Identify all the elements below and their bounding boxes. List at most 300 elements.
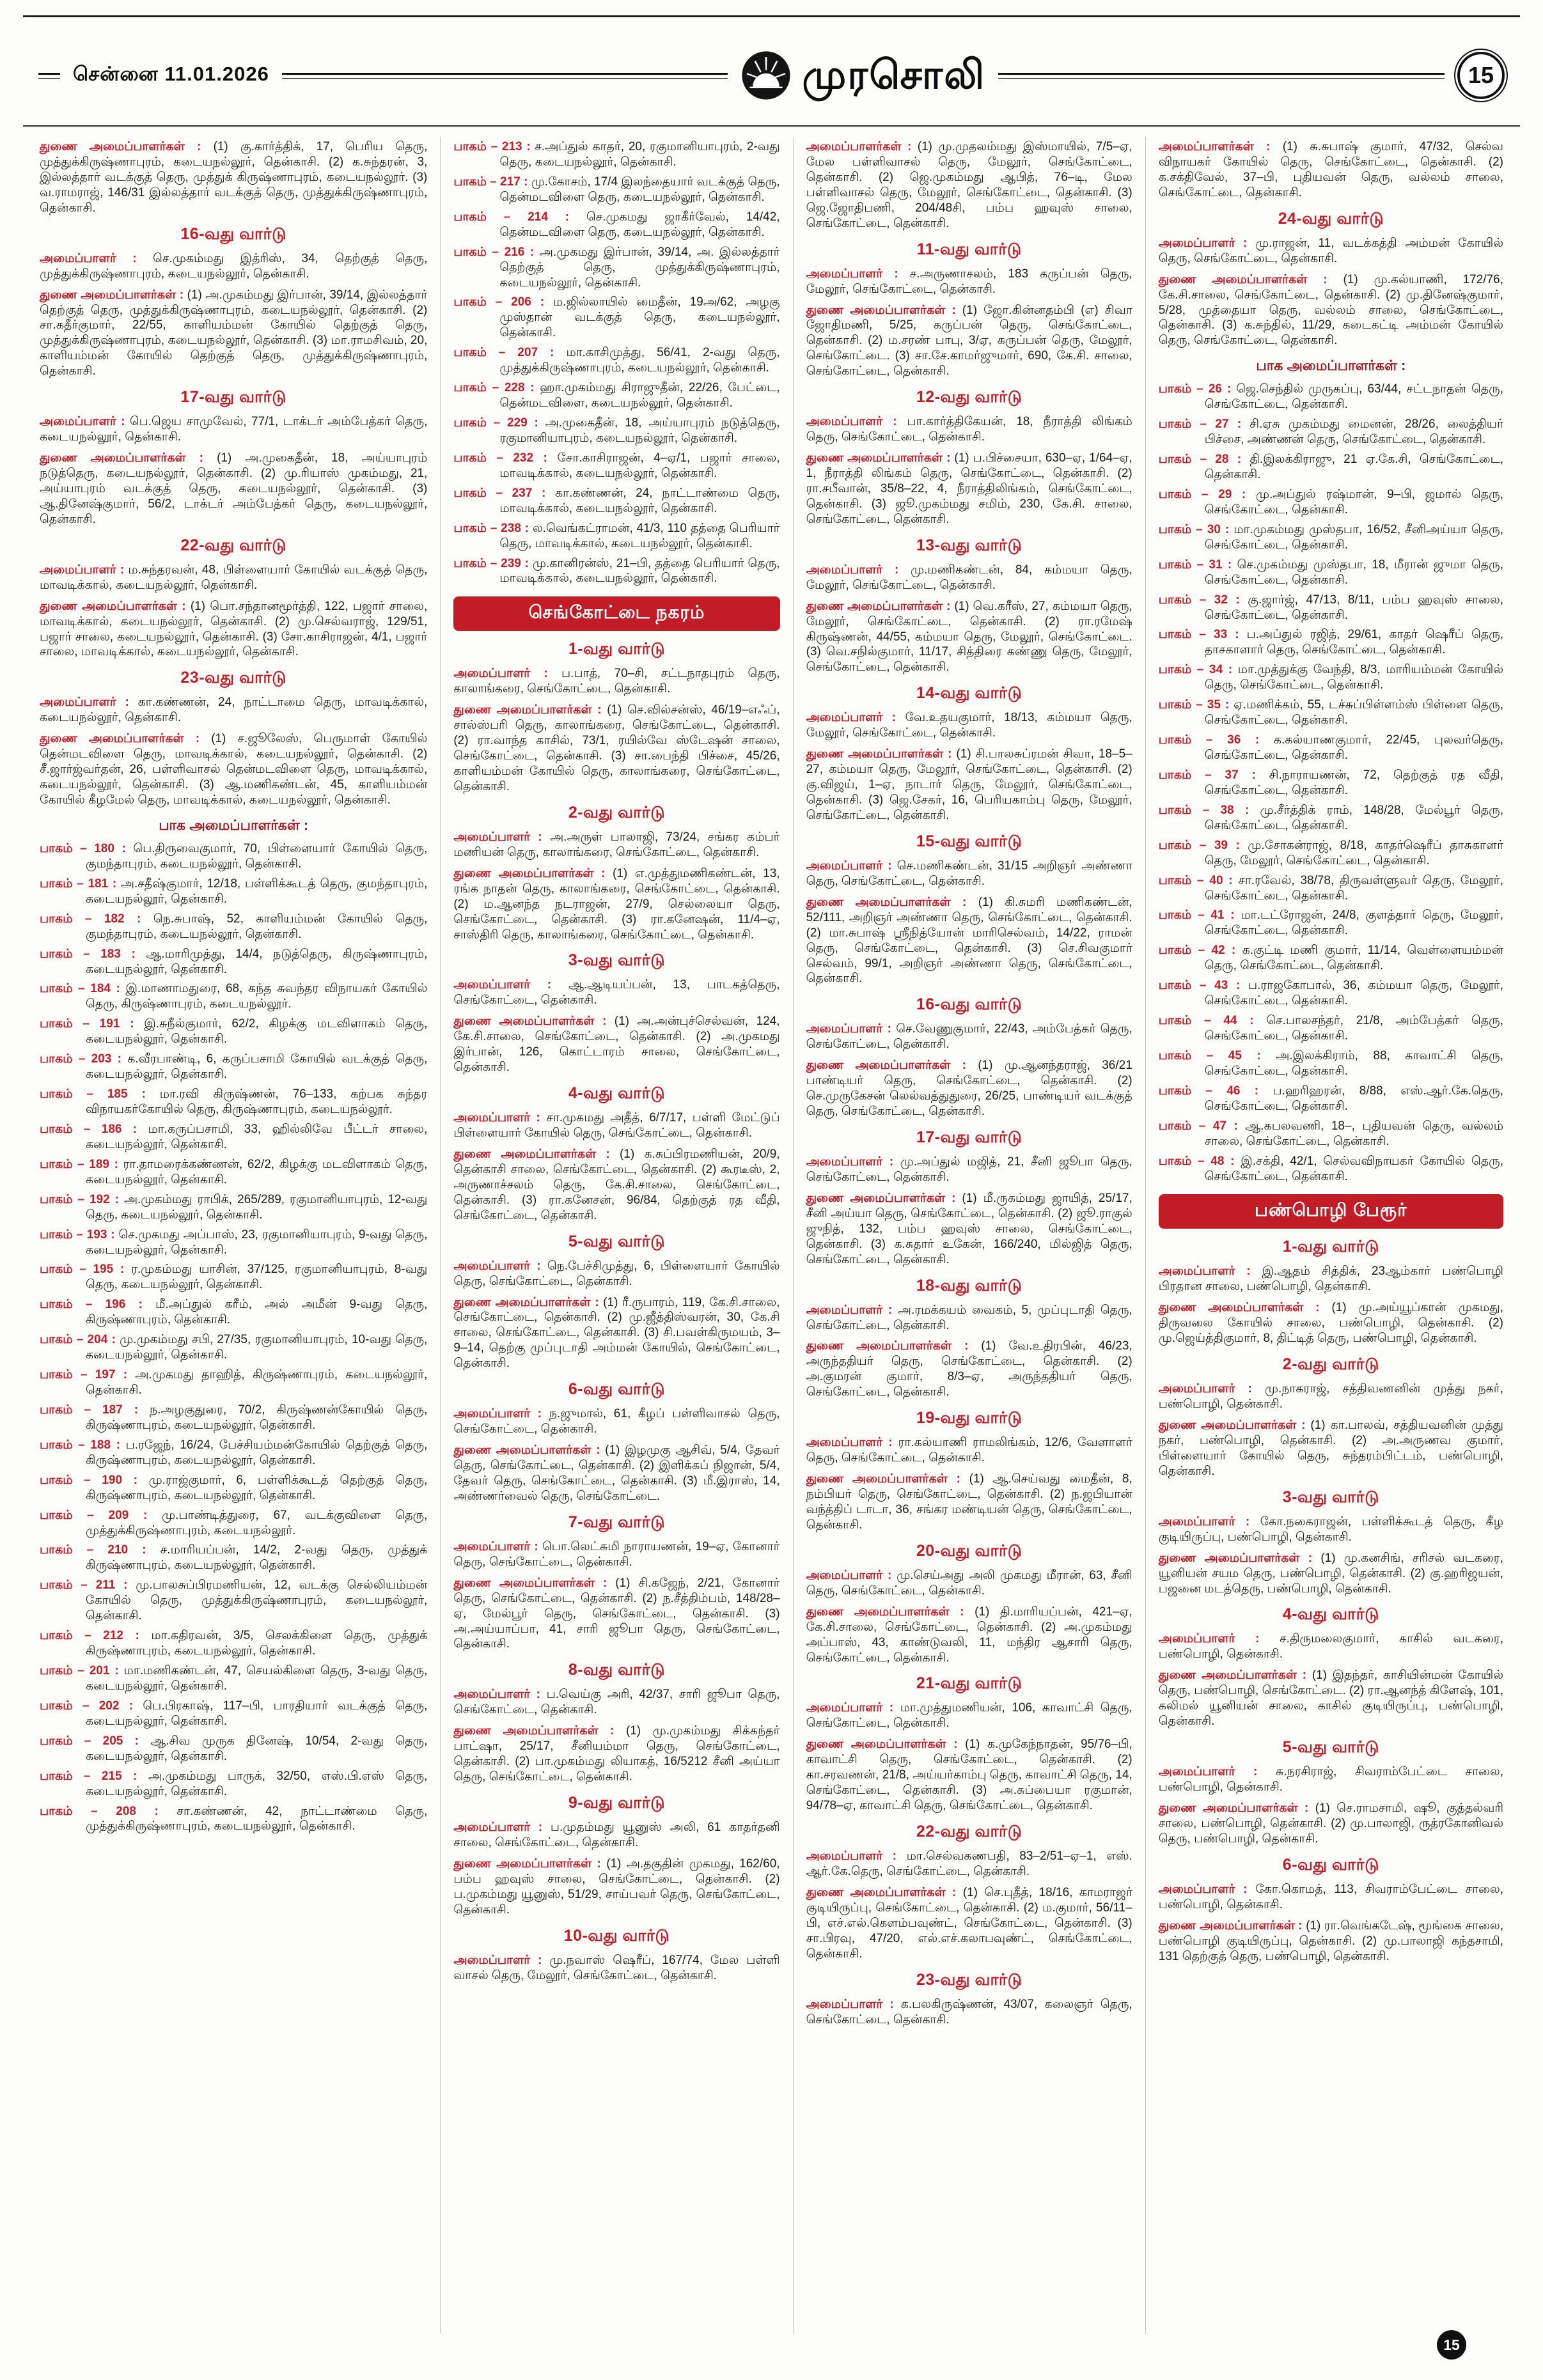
column-2: [440, 137, 792, 2334]
part-entry: பாகம் – 189 : ரா.தாமரைக்கண்ணன், 62/2, கிழக்கு மடவிளாகம் தெரு, கடையநல்லூர், தென்காசி.: [40, 1157, 428, 1186]
part-entry: பாகம் – 32 : கு.ஜார்ஜ், 47/13, 8/11, பம்ப ஹவுஸ் சாலை, செங்கோட்டை, தென்காசி.: [1158, 593, 1504, 622]
member-paragraph: அமைப்பாளர் : மா.முத்துமணியன், 106, காவாட்சி தெரு, செங்கோட்டை, தென்காசி.: [806, 1701, 1132, 1731]
member-paragraph: அமைப்பாளர் : ச.திருமலைகுமார், காசில் வடகரை, பண்பொழி, தென்காசி.: [1158, 1632, 1503, 1661]
role-label: துணை அமைப்பாளர்கள் :: [806, 599, 955, 613]
member-paragraph: துணை அமைப்பாளர்கள் : (1) வே.உதிரபின், 46/23, அருந்ததியர் தெரு, செங்கோட்டை, தென்காசி. (2) அ.குமரன் குமார், 8/3–ஏ, அருந்ததியர் தெரு, செங்கோட்டை, தென்காசி.: [806, 1339, 1132, 1399]
member-paragraph: அமைப்பாளர்கள் : (1) மு.முதலம்மது இஸ்மாயில், 7/5–ஏ, மேல பள்ளிவாசல் தெரு, மேலூர், செங்கோட்டை, தென்காசி. (2) ஜெ.முகம்மது ஆபித், 76–டி, மேல பள்ளிவாசல் தெரு, மேலூர், செங்கோட்டை, தென்காசி. (3) ஜெ.ஜோதிபணி, 204/48சி, பம்ப ஹவுஸ் சாலை, செங்கோட்டை, தென்காசி.: [806, 140, 1132, 230]
masthead-place-date: சென்னை 11.01.2026: [73, 63, 269, 85]
part-number-label: பாகம் – 37 :: [1158, 768, 1269, 782]
ward-heading: 6-வது வார்டு: [1282, 1855, 1379, 1874]
part-entry: பாகம் – 239 : மு.கானிரன்ஸ், 21–பி, தத்தை பெரியார் தெரு, மாவடிக்கால், கடையநல்லூர், தென்காசி.: [453, 556, 780, 586]
role-label: துணை அமைப்பாளர்கள் :: [806, 1738, 966, 1752]
member-paragraph: துணை அமைப்பாளர்கள் : (1) ஜோ.கின்னதம்பி (எ) சிவா ஜோதிமணி, 5/25, கருப்பன் தெரு, செங்கோட்டை, தென்காசி. (2) ம.சரண் பாபு, 3/ஏ, கருப்பன் தெரு, மேலூர், செங்கோட்டை. (3) சா.சே.காமர்ஜுமார், 690, கே.சி. சாலை, செங்கோட்டை, தென்காசி.: [806, 303, 1132, 378]
role-label: அமைப்பாளர் :: [1158, 1264, 1262, 1279]
role-label: அமைப்பாளர் :: [453, 1111, 547, 1125]
member-paragraph: துணை அமைப்பாளர்கள் : (1) ப.பிச்சையா, 630–ஏ, 1/64–ஏ, 1, நீராத்தி லிங்கம் தெரு, செங்கோட்டை, தென்காசி. (2) ரா.சபீவான், 35/8–22, 4, நீராத்திலிங்கம், செங்கோட்டை, தென்காசி. (3) ஜூ.முகம்மது சமிம், 230, கே.சி. சாலை, செங்கோட்டை, தென்காசி.: [806, 451, 1132, 526]
role-label: அமைப்பாளர் :: [40, 415, 130, 429]
masthead-rule-left: [38, 73, 60, 79]
part-entry: பாகம் – 40 : சா.ரவேல், 38/78, திருவள்ளுவர் தெரு, மேலூர், செங்கோட்டை, தென்காசி.: [1158, 873, 1503, 903]
member-paragraph: அமைப்பாளர் : மு.நவாஸ் ஷெரீப், 167/74, மேல பள்ளி வாசல் தெரு, மேலூர், செங்கோட்டை, தென்காசி.: [453, 1953, 780, 1982]
ward-heading: 21-வது வார்டு: [916, 1674, 1022, 1693]
part-entry: பாகம் – 33 : ப.அப்துல் ரஜித், 29/61, காதர் ஷெரீப் தெரு, தாசகாளார் தெரு, செங்கோட்டை, தென்காசி.: [1158, 628, 1503, 657]
role-label: அமைப்பாளர் :: [1158, 1382, 1265, 1396]
ward-heading: 8-வது வார்டு: [568, 1661, 666, 1679]
part-number-label: பாகம் – 41 :: [1158, 908, 1241, 922]
member-paragraph: துணை அமைப்பாளர்கள் : (1) பொ.சந்தானமூர்த்தி, 122, பஜார் சாலை, மாவடிக்கால், கடையநல்லூர், தென்காசி. (2) மு.செல்வராஜ், 129/51, பஜார் சாலை, கடையநல்லூர், தென்காசி. (3) சோ.காசிராஜன், 4/1, பஜார் சாலை, மாவடிக்கால், கடையநல்லூர், தென்காசி.: [40, 599, 428, 659]
part-number-label: பாகம் – 33 :: [1158, 628, 1247, 642]
role-label: அமைப்பாளர் :: [806, 1022, 897, 1036]
part-entry: பாகம் – 181 : அ.சதீஷ்குமார், 12/18, பள்ளிக்கூடத் தெரு, குமந்தாபுரம், கடையநல்லூர், தென்காசி.: [40, 876, 428, 906]
member-paragraph: அமைப்பாளர் : ப.முதம்மது யூனுஸ் அலி, 61 காதர்தனி சாலை, செங்கோட்டை, தென்காசி.: [453, 1821, 780, 1849]
ward-heading: 12-வது வார்டு: [916, 388, 1022, 407]
role-label: அமைப்பாளர் :: [453, 1407, 549, 1421]
member-paragraph: அமைப்பாளர் : கா.கண்ணன், 24, நாட்டாமை தெரு, மாவடிக்கால், கடையநல்லூர், தென்காசி.: [40, 696, 428, 725]
part-number-label: பாகம் – 228 :: [453, 381, 540, 395]
ward-heading: 4-வது வார்டு: [1282, 1605, 1379, 1624]
ward-heading: 2-வது வார்டு: [1282, 1355, 1379, 1374]
part-number-label: பாகம் – 30 :: [1158, 522, 1234, 536]
part-number-label: பாகம் – 184 :: [40, 982, 126, 996]
part-entry: பாகம் – 35 : ஏ.மணிக்கம், 55, டச்சுப்பிள்ளம்ஸ் பிள்ளை தெரு, செங்கோட்டை, தென்காசி.: [1158, 698, 1503, 727]
member-paragraph: துணை அமைப்பாளர்கள் : (1) க.முகேந்நாதன், 95/76–பி, காவாட்சி தெரு, செங்கோட்டை, தென்காசி. (2) கா.சரவணன், 21/8, அய்யர்காம்பு தெரு, காவாட்சி தெரு, 14, செங்கோட்டை, தென்காசி. (3) அ.சுப்பையா ரகுமான், 94/78–ஏ, காவாட்சி தெரு, செங்கோட்டை, தென்காசி.: [806, 1738, 1132, 1813]
part-entry: பாகம் – 185 : மா.ரவி கிருஷ்ணன், 76–133, கற்பக சுந்தர விநாயகர்கோயில் தெரு, கிருஷ்ணாபுரம், கடையநல்லூர்.: [40, 1087, 428, 1116]
role-label: துணை அமைப்பாளர்கள் :: [1158, 272, 1343, 286]
ward-heading: 17-வது வார்டு: [916, 1128, 1022, 1146]
member-paragraph: அமைப்பாளர் : மு.நாகராஜ், சத்திவணனின் முத்து நகர், பண்பொழி, தென்காசி.: [1158, 1382, 1504, 1412]
part-number-label: பாகம் – 26 :: [1158, 382, 1237, 396]
role-label: துணை அமைப்பாளர்கள் :: [40, 288, 187, 302]
role-label: அமைப்பாளர் :: [806, 563, 911, 577]
ward-heading: 24-வது வார்டு: [1278, 209, 1384, 228]
role-label: துணை அமைப்பாளர்கள் :: [40, 599, 191, 613]
ward-heading: 23-வது வார்டு: [916, 1970, 1022, 1989]
role-label: துணை அமைப்பாளர்கள் :: [40, 140, 214, 153]
part-entry: பாகம் – 48 : இ.சக்தி, 42/1, செல்வவிநாயகர் கோயில் தெரு, செங்கோட்டை, தென்காசி.: [1158, 1154, 1503, 1183]
ward-heading: 4-வது வார்டு: [568, 1084, 666, 1103]
member-paragraph: துணை அமைப்பாளர்கள் : (1) இழமுகு ஆசிவ், 5/4, தேவர் தெரு, செங்கோட்டை, தென்காசி. (2) இளிக்கப் நிஜான், 5/4, தேவர் தெரு, செங்கோட்டை, தென்காசி. (3) மீ.இராஸ், 14, அண்ணர்வைல் தெரு, செங்கோட்டை.: [453, 1443, 780, 1503]
member-paragraph: அமைப்பாளர் : ஆ.ஆடியப்பன், 13, பாடகத்தெரு, செங்கோட்டை, தென்காசி.: [453, 978, 780, 1007]
role-label: துணை அமைப்பாளர்கள் :: [806, 1605, 975, 1619]
part-entry: பாகம் – 204 : மு.முகம்மது சபி, 27/35, ரகுமானியாபுரம், 10-வது தெரு, கடையநல்லூர், தென்காசி.: [40, 1333, 428, 1362]
role-label: அமைப்பாளர் :: [453, 1953, 550, 1967]
role-label: துணை அமைப்பாளர்கள் :: [1158, 1668, 1312, 1683]
member-paragraph: அமைப்பாளர் : சு.நரசிராஜ், சிவராம்பேட்டை சாலை, பண்பொழி, தென்காசி.: [1158, 1765, 1503, 1794]
part-number-label: பாகம் – 35 :: [1158, 698, 1234, 712]
role-label: துணை அமைப்பாளர்கள் :: [453, 866, 613, 880]
member-paragraph: அமைப்பாளர் : செ.வேணுகுமார், 22/43, அம்பேத்கர் தெரு, செங்கோட்டை, தென்காசி.: [806, 1022, 1132, 1052]
role-label: துணை அமைப்பாளர்கள் :: [1158, 1918, 1306, 1933]
ward-heading: 14-வது வார்டு: [916, 684, 1022, 703]
member-paragraph: துணை அமைப்பாளர்கள் : (1) தி.மாரியப்பன், 421–ஏ, கே.சி.சாலை, செங்கோட்டை, தென்காசி. (2) அ.முகம்மது அப்பாஸ், 43, காண்டுவலி, 11, மந்திர ஆசாரி தெரு, செங்கோட்டை, தென்காசி.: [806, 1605, 1132, 1665]
ward-heading: 16-வது வார்டு: [916, 995, 1022, 1014]
member-paragraph: அமைப்பாளர் : ரா.கல்யாணி ராமலிங்கம், 12/6, வேளாளர் தெரு, செங்கோட்டை, தென்காசி.: [806, 1436, 1132, 1465]
role-label: துணை அமைப்பாளர்கள் :: [1158, 1419, 1311, 1432]
member-paragraph: அமைப்பாளர் : பெ.ஜெய சாமுவேல், 77/1, டாக்டர் அம்பேத்கர் தெரு, கடையநல்லூர், தென்காசி.: [40, 415, 428, 444]
ward-heading: 7-வது வார்டு: [568, 1513, 666, 1531]
role-label: துணை அமைப்பாளர்கள் :: [453, 1724, 626, 1738]
member-paragraph: துணை அமைப்பாளர்கள் : (1) சி.பாலசுப்ரமன் சிவா, 18–5–27, கம்மயா தெரு, மேலூர், செங்கோட்டை, தென்காசி. (2) கு.விஜய், 1–ஏ, நாடார் தெரு, மேலூர், செங்கோட்டை, தென்காசி. (3) ஜெ.சேகர், 16, பெரியகாம்பு தெரு, மேலூர், செங்கோட்டை, தென்காசி.: [806, 747, 1132, 822]
column-1: [38, 137, 440, 2334]
member-paragraph: அமைப்பாளர் : அ.ரமக்கயம் வைகம், 5, முப்புடாதி தெரு, செங்கோட்டை, தென்காசி.: [806, 1303, 1132, 1332]
role-label: துணை அமைப்பாளர்கள் :: [806, 451, 955, 465]
member-paragraph: துணை அமைப்பாளர்கள் : (1) செ.ராமசாமி, ஷூ, குத்தல்வரி சாலை, பண்பொழி, தென்காசி. (2) மு.பாலாஜி, ருத்ரகோனிவல் தெரு, பண்பொழி, தென்காசி.: [1158, 1801, 1503, 1846]
part-entry: பாகம் – 205 : ஆ.சிவ முருக தினேஷ், 10/54, 2-வது தெரு, கடையநல்லூர், தென்காசி.: [40, 1734, 428, 1763]
part-entry: பாகம் – 197 : அ.முகமது தாஹித், கிருஷ்ணாபுரம், கடையநல்லூர், தென்காசி.: [40, 1368, 428, 1397]
part-entry: பாகம் – 214 : செ.முகமது ஜாகீர்வேல், 14/42, தென்மடவிளை தெரு, கடையநல்லூர், தென்காசி.: [453, 210, 780, 239]
part-entry: பாகம் – 213 : ச.அப்துல் காதர், 20, ரகுமானியாபுரம், 2-வது தெரு, கடையநல்லூர், தென்காசி.: [453, 140, 780, 169]
column-4: [1145, 137, 1505, 2334]
part-number-label: பாகம் – 47 :: [1158, 1119, 1246, 1133]
part-entry: பாகம் – 36 : க.கல்யாணகுமார், 22/45, புலவர்தெரு, செங்கோட்டை, தென்காசி.: [1158, 733, 1503, 762]
member-paragraph: துணை அமைப்பாளர்கள் : (1) மீ.ருகம்மது ஜாயித், 25/17, சீனி அய்யா தெரு, செங்கோட்டை, தென்காசி. (2) ஜூ.ராகுல் ஜுநித், 132, பம்ப ஹவுஸ் சாலை, செங்கோட்டை, தென்காசி. (3) க.சுதார் உகேன், 166/240, மில்ஜித் தெரு, செங்கோட்டை, தென்காசி.: [806, 1191, 1132, 1266]
part-entry: பாகம் – 201 : மா.மணிகண்டன், 47, செயல்கிளை தெரு, 3-வது தெரு, கடையநல்லூர், தென்காசி.: [40, 1664, 428, 1693]
member-paragraph: அமைப்பாளர் : செ.மணிகண்டன், 31/15 அறிஞர் அண்ணா தெரு, செங்கோட்டை, தென்காசி.: [806, 859, 1132, 888]
part-number-label: பாகம் – 205 :: [40, 1734, 151, 1748]
member-paragraph: அமைப்பாளர் : ச.அருணாசலம், 183 கருப்பன் தெரு, மேலூர், செங்கோட்டை, தென்காசி.: [806, 267, 1132, 296]
part-entry: பாகம் – 184 : இ.மாணாமதுரை, 68, கந்த சுவந்தர விநாயகர் கோயில் தெரு, கிருஷ்ணாபுரம், கடையநல்லூர்.: [40, 982, 428, 1011]
page-number-badge: 15: [1457, 52, 1505, 99]
part-entry: பாகம் – 211 : மு.பாலசுப்பிரமணியன், 12, வடக்கு செல்லியம்மன் கோயில் தெரு, முத்துக்கிருஷ்ணாபுரம், கடையநல்லூர், தென்காசி.: [40, 1578, 428, 1623]
part-entry: பாகம் – 210 : ச.மாரியப்பன், 14/2, 2-வது தெரு, முத்துக் கிருஷ்ணாபுரம், கடையநல்லூர், தென்காசி.: [40, 1543, 428, 1573]
part-entry: பாகம் – 196 : மீ.அப்துல் கரீம், அல் அமீன் 9-வது தெரு, கிருஷ்ணாபுரம், தென்காசி.: [40, 1298, 428, 1327]
part-entry: பாகம் – 203 : க.வீரபாண்டி, 6, கருப்பசாமி கோயில் வடக்குத் தெரு, கடையநல்லூர், தென்காசி.: [40, 1052, 428, 1082]
part-number-label: பாகம் – 39 :: [1158, 838, 1248, 852]
part-number-label: பாகம் – 195 :: [40, 1263, 132, 1277]
member-paragraph: துணை அமைப்பாளர்கள் : (1) செ.வில்சன்ஸ், 46/19–எஃப், சால்ஸ்பரி தெரு, காலாங்கரை, செங்கோட்டை, தென்காசி. (2) ரா.வாந்த காசில், 73/1, ரயில்வே ஸ்டேஷன் சாலை, செங்கோட்டை, தென்காசி. (3) சா.பைந்தி பிச்சை, 45/26, காளியம்மன் கோயில் தெரு, காலாங்கரை, செங்கோட்டை, தென்காசி.: [453, 703, 780, 793]
member-paragraph: துணை அமைப்பாளர்கள் : (1) மு.கனசிங், சரிசல் வடகரை, யூனியன் சயம தெரு, பண்பொழி, தென்காசி. (2) கு.ஹரிஜயன், பஜனை மடத்தெரு, பண்பொழி, தென்காசி.: [1158, 1551, 1503, 1596]
role-label: அமைப்பாளர் :: [806, 859, 897, 873]
ward-heading: 13-வது வார்டு: [916, 536, 1022, 554]
ward-heading: 6-வது வார்டு: [568, 1380, 666, 1399]
role-label: அமைப்பாளர் :: [453, 1821, 551, 1834]
rising-sun-emblem-icon: [740, 50, 792, 101]
part-number-label: பாகம் – 180 :: [40, 841, 134, 855]
part-number-label: பாகம் – 40 :: [1158, 873, 1239, 887]
part-entry: பாகம் – 228 : ஹா.முகம்மது சிராஜுதீன், 22/26, பேட்டை, தென்மடவிளை, கடையநல்லூர், தென்காசி.: [453, 381, 780, 410]
role-label: துணை அமைப்பாளர்கள் :: [453, 1147, 620, 1161]
role-label: துணை அமைப்பாளர்கள் :: [453, 1856, 607, 1871]
member-paragraph: அமைப்பாளர் : கோ.கொமத், 113, சிவராம்பேட்டை சாலை, பண்பொழி, தென்காசி.: [1158, 1882, 1503, 1911]
part-number-label: பாகம் – 29 :: [1158, 487, 1256, 501]
role-label: அமைப்பாளர் :: [806, 1701, 900, 1715]
part-entry: பாகம் – 215 : அ.முகம்மது பாருக், 32/50, எஸ்.பி.எஸ் தெரு, கடையநல்லூர், தென்காசி.: [40, 1769, 428, 1798]
part-number-label: பாகம் – 34 :: [1158, 663, 1238, 677]
member-paragraph: துணை அமைப்பாளர்கள் : (1) சி.கஜேந், 2/21, கோனார் தெரு, செங்கோட்டை, தென்காசி. (2) ந.சீத்திம்பம், 148/28–ஏ, மேல்பூர் தெரு, செங்கோட்டை, தென்காசி. (3) அ.அய்யாப்பா, 41, சாரி ஜூபா தெரு, செங்கோட்டை, தென்காசி.: [453, 1576, 780, 1651]
member-paragraph: அமைப்பாளர் : இ.ஆதம் சித்திக், 23ஆம்கார் பண்பொழி பிரதான சாலை, பண்பொழி, தென்காசி.: [1158, 1264, 1503, 1294]
role-label: அமைப்பாளர் :: [1158, 1632, 1280, 1646]
ward-heading: 1-வது வார்டு: [568, 640, 666, 658]
member-paragraph: துணை அமைப்பாளர்கள் : (1) கா.பாலவ், சத்தியவனின் முத்து நகர், பண்பொழி, தென்காசி. (2) அ.அருணவ குமார், பிள்ளையார் கோயில் தெரு, சுந்தரம்பிட்டம், பண்பொழி, தென்காசி.: [1158, 1419, 1503, 1478]
role-label: அமைப்பாளர் :: [453, 1688, 547, 1702]
part-entry: பாகம் – 187 : ந.அழகுதுரை, 70/2, கிருஷ்ணன்கோயில் தெரு, கிருஷ்ணாபுரம், கடையநல்லூர், தென்காசி.: [40, 1403, 428, 1432]
member-paragraph: துணை அமைப்பாளர்கள் : (1) செ.புதீத், 18/16, காமராஜர் குடியிருப்பு, செங்கோட்டை, தென்காசி. (2) ம.குமார், 56/11–பி, எச்.எல்.கௌம்பவுண்ட், செங்கோட்டை, தென்காசி. (3) சா.பிரவு, 47/20, எல்.எச்.கலாபவுண்ட், செங்கோட்டை, தென்காசி.: [806, 1885, 1132, 1961]
role-label: அமைப்பாளர் :: [806, 1997, 901, 2011]
member-paragraph: துணை அமைப்பாளர்கள் : (1) மு.அய்யூப்கான் முகமது, திருவலை கோயில் சாலை, பண்பொழி, தென்காசி. (2) மு.ஜெய்த்திகுமார், 8, திட்டித் தெரு, பண்பொழி, தென்காசி.: [1158, 1301, 1503, 1346]
role-label: துணை அமைப்பாளர்கள் :: [806, 1472, 969, 1486]
ward-heading: 1-வது வார்டு: [1282, 1238, 1379, 1256]
part-entry: பாகம் – 43 : ப.ராஜகோபால், 36, கம்மயா தெரு, மேலூர், செங்கோட்டை, தென்காசி.: [1158, 979, 1503, 1008]
part-number-label: பாகம் – 209 :: [40, 1508, 162, 1522]
member-paragraph: துணை அமைப்பாளர்கள் : (1) கு.கார்த்திக், 17, பெரிய தெரு, முத்துக்கிருஷ்ணாபுரம், கடையநல்லூர், தென்காசி. (2) க.சுந்தரன், 3, இல்லத்தார் வடக்குத் தெரு, முத்துக் கிருஷ்ணாபுரம், கடையநல்லூர். (3) வ.ராமராஜ், 146/31 இல்லத்தார் வடக்குத் தெரு, முத்துக்கிருஷ்ணாபுரம், தென்காசி.: [40, 140, 428, 215]
part-number-label: பாகம் – 237 :: [453, 486, 555, 500]
part-number-label: பாகம் – 232 :: [453, 451, 558, 465]
part-entry: பாகம் – 208 : சா.கண்ணன், 42, நாட்டாண்மை தெரு, முத்துக்கிருஷ்ணாபுரம், கடையநல்லூர், தென்காசி.: [40, 1804, 428, 1833]
role-label: துணை அமைப்பாளர்கள் :: [1158, 1551, 1321, 1565]
part-entry: பாகம் – 193 : செ.முகமது அப்பாஸ், 23, ரகுமானியாபுரம், 9-வது தெரு, கடையநல்லூர், தென்காசி.: [40, 1227, 428, 1257]
paper-logo: [740, 50, 985, 101]
ward-heading: 20-வது வார்டு: [916, 1541, 1022, 1560]
ward-heading: 5-வது வார்டு: [1282, 1738, 1379, 1757]
member-paragraph: அமைப்பாளர் : மு.செய்அது அலி முகமது மீரான், 63, சீனி தெரு, செங்கோட்டை, தென்காசி.: [806, 1568, 1132, 1598]
masthead: [38, 38, 1505, 113]
role-label: அமைப்பாளர் :: [806, 415, 907, 429]
member-paragraph: அமைப்பாளர் : மு.ராஜன், 11, வடக்கத்தி அம்மன் கோயில் தெரு, செங்கோட்டை, தென்காசி.: [1158, 236, 1503, 265]
part-number-label: பாகம் – 213 :: [453, 140, 535, 153]
role-label: துணை அமைப்பாளர்கள் :: [1158, 1301, 1332, 1315]
ward-heading: 10-வது வார்டு: [563, 1926, 670, 1945]
part-entry: பாகம் – 28 : தி.இலக்கிராஜு, 21 ஏ.கே.சி, செங்கோட்டை, தென்காசி.: [1158, 453, 1504, 481]
part-entry: பாகம் – 39 : மு.சோகன்ராஜ், 8/18, காதர்ஷெரீப் தாசுகாளர் தெரு, மேலூர், செங்கோட்டை, தென்காசி.: [1158, 838, 1503, 867]
footer-page-number-badge: 15: [1437, 2330, 1466, 2360]
part-number-label: பாகம் – 189 :: [40, 1157, 123, 1171]
ward-heading: 22-வது வார்டு: [916, 1823, 1022, 1840]
role-label: அமைப்பாளர் :: [453, 667, 562, 681]
member-paragraph: அமைப்பாளர் : நெ.பேச்சிமுத்து, 6, பிள்ளையார் கோயில் தெரு, செங்கோட்டை, தென்காசி.: [453, 1259, 780, 1288]
member-paragraph: அமைப்பாளர் : ப.பாத், 70–சி, சட்டநாதபுரம் தெரு, காலாங்கரை, செங்கோட்டை, தென்காசி.: [453, 667, 780, 696]
role-label: அமைப்பாளர்கள் :: [806, 140, 918, 153]
ward-heading: 18-வது வார்டு: [916, 1276, 1022, 1295]
part-entry: பாகம் – 37 : சி.நாராயணன், 72, தெற்குத் ரத வீதி, செங்கோட்டை, தென்காசி.: [1158, 768, 1504, 797]
part-number-label: பாகம் – 38 :: [1158, 803, 1260, 817]
member-paragraph: அமைப்பாளர் : வே.உதயகுமார், 18/13, கம்மயா தெரு, மேலூர், செங்கோட்டை, தென்காசி.: [806, 711, 1132, 740]
part-entry: பாகம் – 183 : ஆ.மாரிமுத்து, 14/4, நடுத்தெரு, கிருஷ்ணாபுரம், கடையநல்லூர், தென்காசி.: [40, 947, 428, 976]
role-label: அமைப்பாளர் :: [806, 1436, 898, 1450]
part-entry: பாகம் – 34 : மா.முத்துக்கு வேந்தி, 8/3, மாரியம்மன் கோயில் தெரு, செங்கோட்டை, தென்காசி.: [1158, 663, 1503, 692]
part-entry: பாகம் – 191 : இ.சுநீல்குமார், 62/2, கிழக்கு மடவிளாகம் தெரு, கடையநல்லூர், தென்காசி.: [40, 1017, 428, 1046]
part-entry: பாகம் – 206 : ம.ஜில்லாயில் மைதீன், 19அ/62, அழகு முஸ்தான் வடக்குத் தெரு, கடையநல்லூர், தென்காசி.: [453, 295, 780, 340]
part-number-label: பாகம் – 190 :: [40, 1473, 149, 1487]
part-entry: பாகம் – 29 : மு.அப்துல் ரஷ்மான், 9–பி, ஜமால் தெரு, செங்கோட்டை, தென்காசி.: [1158, 487, 1504, 517]
role-label: அமைப்பாளர் :: [1158, 1882, 1256, 1896]
part-entry: பாகம் – 45 : அ.இலக்கிராம், 88, காவாட்சி தெரு, செங்கோட்டை, தென்காசி.: [1158, 1048, 1504, 1078]
part-number-label: பாகம் – 191 :: [40, 1017, 145, 1031]
role-label: துணை அமைப்பாளர்கள் :: [806, 1885, 963, 1899]
part-number-label: பாகம் – 215 :: [40, 1769, 148, 1783]
part-number-label: பாகம் – 187 :: [40, 1403, 150, 1417]
part-entry: பாகம் – 26 : ஜெ.செந்தில் முருகப்பு, 63/44, சட்டநாதன் தெரு, செங்கோட்டை, தென்காசி.: [1158, 382, 1504, 412]
part-number-label: பாகம் – 216 :: [453, 245, 540, 259]
part-entry: பாகம் – 209 : மு.பாண்டித்துரை, 67, வடக்குவிளை தெரு, முத்துக்கிருஷ்ணாபுரம், கடையநல்லூர்.: [40, 1508, 428, 1537]
role-label: துணை அமைப்பாளர்கள் :: [453, 1015, 615, 1029]
part-entry: பாகம் – 192 : அ.முகம்மது ராபிக், 265/289, ரகுமானியாபுரம், 12-வது தெரு, கடையநல்லூர், தென்காசி.: [40, 1192, 428, 1222]
member-paragraph: அமைப்பாளர் : மு.மணிகண்டன், 84, கம்மயா தெரு, மேலூர், செங்கோட்டை, தென்காசி.: [806, 563, 1132, 592]
part-number-label: பாகம் – 28 :: [1158, 453, 1250, 467]
ward-heading: 3-வது வார்டு: [568, 951, 666, 970]
member-paragraph: அமைப்பாளர் : ந.ஜுமால், 61, கீழப் பள்ளிவாசல் தெரு, செங்கோட்டை, தென்காசி.: [453, 1407, 780, 1436]
member-paragraph: துணை அமைப்பாளர்கள் : (1) மு.ஆனந்தராஜ், 36/21 பாண்டியர் தெரு, செங்கோட்டை, தென்காசி. (2) செ.முருகேசன் லெல்வத்துதுரை, 26/25, பாண்டியர் வடக்குத் தெரு, செங்கோட்டை, தென்காசி.: [806, 1059, 1132, 1119]
part-entry: பாகம் – 188 : ப.ரஜேந், 16/24, பேச்சியம்மன்கோயில் தெற்குத் தெரு, கிருஷ்ணாபுரம், கடையநல்லூர், தென்காசி.: [40, 1438, 428, 1467]
role-label: துணை அமைப்பாளர்கள் :: [806, 1191, 962, 1205]
ward-heading: 19-வது வார்டு: [916, 1409, 1022, 1427]
part-number-label: பாகம் – 202 :: [40, 1699, 143, 1713]
role-label: அமைப்பாளர் :: [806, 711, 905, 725]
part-number-label: பாகம் – 208 :: [40, 1804, 177, 1818]
paper-name: முரசொலி: [802, 53, 986, 97]
member-paragraph: துணை அமைப்பாளர்கள் : (1) ஆ.செய்வது மைதீன், 8, நம்பியர் தெரு, செங்கோட்டை, தென்காசி. (2) ந.ஜபியான் வந்த்திப் டாடா, 36, சங்கர மண்டியன் தெரு, செங்கோட்டை, தென்காசி.: [806, 1472, 1132, 1532]
member-paragraph: துணை அமைப்பாளர்கள் : (1) ரா.வெங்கடேஷ், மூங்கை சாலை, பண்பொழி குடியிருப்பு, தென்காசி. (2) மு.பாலாஜி கந்தசாமி, 131 தெற்குத் தெரு, பண்பொழி, தென்காசி.: [1158, 1918, 1503, 1963]
role-label: அமைப்பாளர் :: [40, 563, 129, 577]
part-entry: பாகம் – 190 : மு.ராஜ்குமார், 6, பள்ளிக்கூடத் தெற்குத் தெரு, கிருஷ்ணாபுரம், கடையநல்லூர், தென்காசி.: [40, 1473, 428, 1502]
part-number-label: பாகம் – 45 :: [1158, 1048, 1276, 1062]
part-number-label: பாகம் – 193 :: [40, 1227, 119, 1241]
member-paragraph: அமைப்பாளர் : ம.சுந்தரவன், 48, பிள்ளையார் கோயில் வடக்குத் தெரு, மாவடிக்கால், கடையநல்லூர், தென்காசி.: [40, 563, 428, 592]
top-rule: [23, 15, 1520, 17]
part-entry: பாகம் – 180 : பெ.திருவைகுமார், 70, பிள்ளையார் கோயில் தெரு, குமந்தாபுரம், கடையநல்லூர், தென்காசி.: [40, 841, 428, 871]
role-label: அமைப்பாளர் :: [806, 1849, 907, 1863]
part-number-label: பாகம் – 217 :: [453, 175, 531, 189]
role-label: அமைப்பாளர் :: [1158, 236, 1256, 250]
role-label: அமைப்பாளர் :: [806, 1303, 898, 1317]
part-number-label: பாகம் – 206 :: [453, 295, 553, 309]
columns: [38, 137, 1505, 2334]
role-label: துணை அமைப்பாளர்கள் :: [806, 303, 962, 317]
ward-heading: 2-வது வார்டு: [568, 803, 666, 821]
part-number-label: பாகம் – 197 :: [40, 1368, 136, 1382]
role-label: துணை அமைப்பாளர்கள் :: [453, 1443, 606, 1458]
part-entry: பாகம் – 238 : ல.வெங்கட்ராமன், 41/3, 110 தத்தை பெரியார் தெரு, மாவடிக்கால், கடையநல்லூர், தென்காசி.: [453, 521, 780, 550]
part-entry: பாகம் – 229 : அ.முகைதீன், 18, அய்யாபுரம் நடுத்தெரு, ரகுமானியாபுரம், கடையநல்லூர், தென்காசி.: [453, 416, 780, 445]
part-entry: பாகம் – 30 : மா.முகம்மது முஸ்தபா, 16/52, சீனிஅய்யா தெரு, செங்கோட்டை, தென்காசி.: [1158, 522, 1503, 552]
part-entry: பாகம் – 182 : நெ.சுபாஷ், 52, காளியம்மன் கோயில் தெரு, குமந்தாபுரம், கடையநல்லூர், தென்காசி.: [40, 912, 428, 941]
part-entry: பாகம் – 232 : சோ.காசிராஜன், 4–ஏ/1, பஜார் சாலை, மாவடிக்கால், கடையநல்லூர், தென்காசி.: [453, 451, 780, 480]
part-entry: பாகம் – 31 : செ.முகம்மது முஸ்தபா, 18, மீரான் ஜுமா தெரு, செங்கோட்டை, தென்காசி.: [1158, 557, 1504, 587]
role-label: துணை அமைப்பாளர்கள் :: [806, 1339, 982, 1353]
member-paragraph: அமைப்பாளர் : அ.அருள் பாலாஜி, 73/24, சங்கர கம்பர் மணியன் தெரு, காலாங்கரை, செங்கோட்டை, தென்காசி.: [453, 830, 780, 859]
member-paragraph: துணை அமைப்பாளர்கள் : (1) இதந்தர், காசியின்மன் கோயில் தெரு, பண்பொழி, செங்கோட்டை. (2) ரா.ஆனந்த் கிளேஷ், 101, கலிமல் யூனியன் சாலை, காசில் குடியிருப்பு, பண்பொழி, தென்காசி.: [1158, 1668, 1503, 1729]
masthead-rule-mid-left: [282, 73, 728, 79]
part-entry: பாகம் – 216 : அ.முகமது இர்பான், 39/14, அ. இல்லத்தார் தெற்குத் தெரு, முத்துக்கிருஷ்ணாபுரம், கடையநல்லூர், தென்காசி.: [453, 245, 780, 290]
ward-heading: 11-வது வார்டு: [916, 240, 1022, 258]
member-paragraph: அமைப்பாளர் : மு.அப்துல் மஜித், 21, சீனி ஜூபா தெரு, செங்கோட்டை, தென்காசி.: [806, 1155, 1132, 1184]
member-paragraph: துணை அமைப்பாளர்கள் : (1) ச.ஜூலேஸ், பெருமாள் கோயில் தென்மடவிளை தெரு, மாவடிக்கால், கடையநல்லூர், தென்காசி. (2) சீ.ஜார்ஜ்வர்தன், 26, பள்ளிவாசல் தென்மடவிளை தெரு, மாவடிக்கால், கடையநல்லூர், தென்காசி. (3) ஆ.மணிகண்டன், 45, காளியம்மன் கோயில் கீழமேல் தெரு, மாவடிக்கால், கடையநல்லூர், தென்காசி.: [40, 732, 428, 807]
part-entry: பாகம் – 237 : கா.கண்ணன், 24, நாட்டாண்மை தெரு, மாவடிக்கால், கடையநல்லூர், தென்காசி.: [453, 486, 780, 515]
role-label: அமைப்பாளர் :: [40, 696, 138, 710]
member-paragraph: அமைப்பாளர் : சா.முகமது அதீத், 6/7/17, பள்ளி மேட்டுப் பிள்ளையார் கோயில் தெரு, செங்கோட்டை, தென்காசி.: [453, 1111, 780, 1140]
role-label: துணை அமைப்பாளர்கள் :: [40, 451, 217, 465]
part-number-label: பாகம் – 182 :: [40, 912, 153, 926]
part-number-label: பாகம் – 183 :: [40, 947, 146, 961]
section-subheading: பாக அமைப்பாளர்கள் :: [1256, 357, 1406, 374]
part-entry: பாகம் – 44 : செ.பாலசந்தர், 21/8, அம்பேத்கர் தெரு, செங்கோட்டை, தென்காசி.: [1158, 1014, 1503, 1043]
part-number-label: பாகம் – 31 :: [1158, 557, 1237, 572]
role-label: துணை அமைப்பாளர்கள் :: [453, 1576, 616, 1590]
part-entry: பாகம் – 217 : மு.கோசம், 17/4 இலந்தையார் வடக்குத் தெரு, தென்மடவிளை தெரு, கடையநல்லூர், தென்காசி.: [453, 175, 780, 204]
member-paragraph: அமைப்பாளர்கள் : (1) சு.சுபாஷ் குமார், 47/32, செல்வ விநாயகர் கோயில் தெரு, செங்கோட்டை, தென்காசி. (2) க.சக்திவேல், 37–பி, புதியவன் தெரு, வல்லம் சாலை, செங்கோட்டை, தென்காசி.: [1158, 140, 1503, 199]
part-number-label: பாகம் – 42 :: [1158, 944, 1242, 958]
part-number-label: பாகம் – 48 :: [1158, 1154, 1241, 1168]
member-paragraph: துணை அமைப்பாளர்கள் : (1) கி.சுமரி மணிகண்டன், 52/111, அறிஞர் அண்ணா தெரு, செங்கோட்டை, தென்காசி. (2) மா.சுபாஷ் ஸ்ரீநித்யோன் மாரிசெல்வம், 14/22, ராமன் தெரு, செங்கோட்டை, தென்காசி. (3) செ.சிவகுமார் செல்வம், 99/1, அறிஞர் அண்ணா தெரு, செங்கோட்டை, தென்காசி.: [806, 895, 1132, 986]
part-number-label: பாகம் – 181 :: [40, 876, 121, 891]
section-banner: செங்கோட்டை நகரம்: [453, 596, 779, 631]
role-label: அமைப்பாளர் :: [806, 267, 910, 281]
masthead-rule-mid-right: [998, 73, 1445, 79]
part-number-label: பாகம் – 201 :: [40, 1664, 124, 1677]
part-number-label: பாகம் – 207 :: [453, 346, 567, 360]
member-paragraph: அமைப்பாளர் : க.பலகிருஷ்ணன், 43/07, கலைஞர் தெரு, செங்கோட்டை, தென்காசி.: [806, 1997, 1132, 2026]
part-entry: பாகம் – 207 : மா.காசிமுத்து, 56/41, 2-வது தெரு, முத்துக்கிருஷ்ணாபுரம், கடையநல்லூர், தென்காசி.: [453, 346, 780, 375]
ward-heading: 9-வது வார்டு: [568, 1794, 666, 1812]
part-entry: பாகம் – 38 : மு.சீர்த்திக் ராம், 148/28, மேல்பூர் தெரு, செங்கோட்டை, தென்காசி.: [1158, 803, 1503, 832]
role-label: அமைப்பாளர் :: [40, 251, 153, 265]
member-paragraph: அமைப்பாளர் : மா.செல்வகணபதி, 83–2/51–ஏ–1, எஸ். ஆர்.கே.தெரு, செங்கோட்டை, தென்காசி.: [806, 1849, 1132, 1878]
part-entry: பாகம் – 195 : ர.முகம்மது யாசின், 37/125, ரகுமானியாபுரம், 8-வது தெரு, கடையநல்லூர், தென்காசி.: [40, 1263, 428, 1292]
role-label: துணை அமைப்பாளர்கள் :: [806, 1059, 978, 1073]
member-paragraph: துணை அமைப்பாளர்கள் : (1) அ.அன்புச்செல்வன், 124, கே.சி.சாலை, செங்கோட்டை, தென்காசி. (2) அ.முகமது இர்பான், 126, கொட்டாரம் சாலை, செங்கோட்டை, தென்காசி.: [453, 1015, 780, 1075]
member-paragraph: துணை அமைப்பாளர்கள் : (1) அ.தகுதின் முகமது, 162/60, பம்ப ஹவுஸ் சாலை, செங்கோட்டை, தென்காசி. (2) ப.முகம்மது யூனுஸ், 51/29, சாய்பவர் தெரு, செங்கோட்டை, தென்காசி.: [453, 1856, 780, 1917]
member-paragraph: துணை அமைப்பாளர்கள் : (1) மு.கல்யாணி, 172/76, கே.சி.சாலை, செங்கோட்டை, தென்காசி. (2) மு.தினேஷ்குமார், 5/28, முத்தையா தெரு, வல்லம் சாலை, செங்கோட்டை, தென்காசி. (3) க.சுந்தில், 11/29, கடைகட்டி அம்மன் கோயில் தெரு, செங்கோட்டை, தென்காசி.: [1158, 272, 1503, 348]
part-number-label: பாகம் – 212 :: [40, 1629, 152, 1643]
part-number-label: பாகம் – 32 :: [1158, 593, 1248, 607]
part-number-label: பாகம் – 238 :: [453, 521, 533, 535]
part-number-label: பாகம் – 36 :: [1158, 733, 1274, 747]
role-label: துணை அமைப்பாளர்கள் :: [453, 703, 607, 717]
part-entry: பாகம் – 212 : மா.கதிரவன், 3/5, செலக்கிளை தெரு, முத்துக் கிருஷ்ணாபுரம், கடையநல்லூர், தென்காசி.: [40, 1629, 428, 1658]
header-rule: [23, 125, 1520, 127]
member-paragraph: துணை அமைப்பாளர்கள் : (1) க.சுப்பிரமணியன், 20/9, தென்காசி சாலை, செங்கோட்டை, தென்காசி. (2) கூரடீஸ், 2, அருணாச்சலம் தெரு, கே.சி.சாலை, செங்கோட்டை, தென்காசி. (3) ரா.கனேசன், 96/84, தெற்குத் ரத வீதி, செங்கோட்டை, தென்காசி.: [453, 1147, 780, 1222]
role-label: துணை அமைப்பாளர்கள் :: [453, 1295, 604, 1309]
part-number-label: பாகம் – 186 :: [40, 1122, 148, 1136]
ward-heading: 16-வது வார்டு: [180, 224, 286, 243]
part-number-label: பாகம் – 192 :: [40, 1192, 124, 1206]
part-entry: பாகம் – 41 : மா.டட்ரோஜன், 24/8, குளத்தார் தெரு, மேலூர், செங்கோட்டை, தென்காசி.: [1158, 908, 1503, 938]
member-paragraph: துணை அமைப்பாளர்கள் : (1) வெ.கரீஸ், 27, கம்மயா தெரு, மேலூர், செங்கோட்டை, தென்காசி. (2) ரா.ரமேஷ் கிருஷ்ணன், 44/55, கம்மயா தெரு, மேலூர், செங்கோட்டை. (3) வெ.சநில்குமார், 11/17, சித்திரை கண்ணு தெரு, மேலூர், செங்கோட்டை, தென்காசி.: [806, 599, 1132, 674]
section-banner: பண்பொழி பேரூர்: [1159, 1194, 1503, 1229]
part-entry: பாகம் – 186 : மா.கருப்பசாமி, 33, ஹில்லிவே பீட்டர் சாலை, கடையநல்லூர், தென்காசி.: [40, 1122, 428, 1151]
role-label: அமைப்பாளர் :: [453, 1539, 543, 1553]
part-number-label: பாகம் – 44 :: [1158, 1014, 1267, 1028]
role-label: அமைப்பாளர்கள் :: [1158, 140, 1283, 153]
role-label: அமைப்பாளர் :: [453, 830, 551, 844]
part-number-label: பாகம் – 229 :: [453, 416, 545, 430]
role-label: துணை அமைப்பாளர்கள் :: [1158, 1801, 1315, 1815]
ward-heading: 22-வது வார்டு: [180, 536, 286, 554]
role-label: அமைப்பாளர் :: [1158, 1514, 1260, 1528]
ward-heading: 17-வது வார்டு: [180, 388, 286, 407]
part-number-label: பாகம் – 203 :: [40, 1052, 128, 1066]
ward-heading: 5-வது வார்டு: [568, 1232, 666, 1250]
part-entry: பாகம் – 46 : ப.ஹரிஹரன், 8/88, எஸ்.ஆர்.கே.தெரு, செங்கோட்டை, தென்காசி.: [1158, 1084, 1503, 1113]
role-label: அமைப்பாளர் :: [453, 978, 568, 992]
member-paragraph: அமைப்பாளர் : பொ.லெட்சுமி நாராயணன், 19–ஏ, கோனார் தெரு, செங்கோட்டை, தென்காசி.: [453, 1539, 780, 1569]
part-entry: பாகம் – 47 : ஆ.கபலவணி, 18–, புதியவன் தெரு, வல்லம் சாலை, செங்கோட்டை, தென்காசி.: [1158, 1119, 1503, 1148]
member-paragraph: துணை அமைப்பாளர்கள் : (1) அ.முகைதீன், 18, அய்யாபுரம் நடுத்தெரு, கடையநல்லூர், தென்காசி. (2) மு.ரியாஸ் முகம்மது, 21, அய்யாபுரம் வடக்குத் தெரு, கடையநல்லூர், தென்காசி. (3) ஆ.தினேஷ்குமார், 56/2, டாக்டர் அம்பேத்கர் தெரு, கடையநல்லூர், தென்காசி.: [40, 451, 428, 526]
role-label: அமைப்பாளர் :: [806, 1155, 900, 1169]
part-number-label: பாகம் – 43 :: [1158, 979, 1248, 993]
part-entry: பாகம் – 42 : க.குட்டி மணி குமார், 11/14, வெள்ளையம்மன் தெரு, செங்கோட்டை, தென்காசி.: [1158, 944, 1503, 973]
member-paragraph: அமைப்பாளர் : பா.கார்த்திகேயன், 18, நீராத்தி லிங்கம் தெரு, செங்கோட்டை, தென்காசி.: [806, 415, 1132, 444]
member-paragraph: அமைப்பாளர் : ப.வெய்கு அரி, 42/37, சாரி ஜூபா தெரு, செங்கோட்டை, தென்காசி.: [453, 1688, 780, 1717]
member-paragraph: துணை அமைப்பாளர்கள் : (1) ரீ.ருபாரம், 119, கே.சி.சாலை, செங்கோட்டை, தென்காசி. (2) மு.ஜீத்திஸ்வரன், 30, கே.சி சாலை, செங்கோட்டை, தென்காசி. (3) சி.பவள்கிருமயம், 3–9–14, தெற்கு முப்புடாதி அம்மன் கோயில், செங்கோட்டை, தென்காசி.: [453, 1295, 780, 1371]
part-number-label: பாகம் – 185 :: [40, 1087, 160, 1101]
ward-heading: 15-வது வார்டு: [916, 832, 1022, 850]
part-number-label: பாகம் – 214 :: [453, 210, 586, 224]
part-entry: பாகம் – 27 : சி.ஏசு முகம்மது மைனன், 28/26, லைத்தியர் பிச்சை, அண்ணன் தெரு, செங்கோட்டை, தென்காசி.: [1158, 417, 1503, 447]
part-number-label: பாகம் – 188 :: [40, 1438, 126, 1452]
role-label: துணை அமைப்பாளர்கள் :: [40, 732, 212, 746]
part-number-label: பாகம் – 27 :: [1158, 417, 1250, 432]
member-paragraph: அமைப்பாளர் : கோ.நகைராஜன், பள்ளிக்கூடத் தெரு, கீழ குடியிருப்பு, பண்பொழி, தென்காசி.: [1158, 1514, 1503, 1544]
part-number-label: பாகம் – 204 :: [40, 1333, 120, 1347]
